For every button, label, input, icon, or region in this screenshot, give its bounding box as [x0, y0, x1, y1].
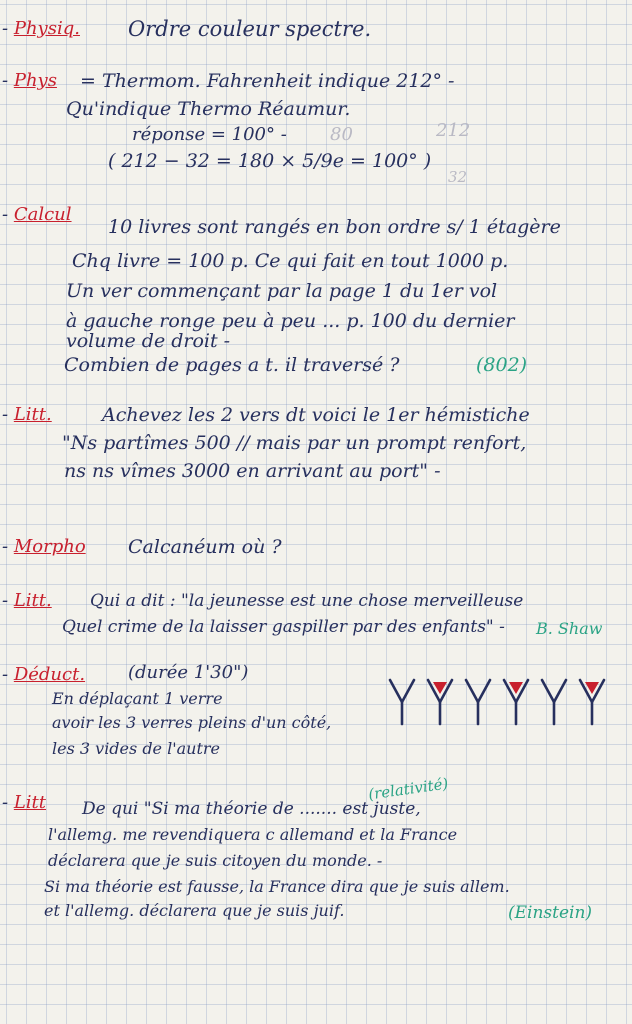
- glass-full: [428, 680, 452, 724]
- category-label: Déduct.: [13, 664, 86, 685]
- note-line: Quel crime de la laisser gaspiller par des enfants" -: [62, 617, 505, 637]
- note-line: (durée 1'30"): [128, 662, 249, 683]
- note-line: = Thermom. Fahrenheit indique 212° -: [80, 70, 455, 92]
- note-line: réponse = 100° -: [132, 124, 287, 145]
- note-line: Si ma théorie est fausse, la France dira que je suis allem.: [44, 877, 510, 896]
- tag-dash: -: [2, 536, 9, 557]
- tag-dash: -: [2, 664, 9, 685]
- category-label: Litt.: [13, 590, 52, 611]
- category-tag: [2, 792, 46, 813]
- note-line: ns ns vîmes 3000 en arrivant au port" -: [64, 460, 441, 482]
- note-line: Qu'indique Thermo Réaumur.: [66, 98, 351, 120]
- tag-dash: -: [2, 18, 9, 39]
- category-tag: [2, 204, 72, 225]
- insertion-note: (relativité): [367, 774, 450, 804]
- category-tag: [2, 70, 57, 91]
- category-tag: [2, 404, 52, 425]
- note-line: Combien de pages a t. il traversé ?: [64, 354, 400, 376]
- note-line: Achevez les 2 vers dt voici le 1er hémistiche: [102, 404, 530, 426]
- note-line: Chq livre = 100 p. Ce qui fait en tout 1000 p.: [72, 250, 509, 272]
- category-tag: [2, 18, 80, 39]
- note-line: "Ns partîmes 500 // mais par un prompt renfort,: [62, 432, 527, 454]
- category-label: Litt: [13, 792, 47, 813]
- category-label: Physiq.: [13, 18, 80, 39]
- note-line: De qui "Si ma théorie de ....... est juste,: [82, 799, 421, 819]
- note-line: l'allemg. me revendiquera c allemand et la France: [48, 825, 458, 844]
- note-line: avoir les 3 verres pleins d'un côté,: [52, 713, 332, 732]
- answer-note: (802): [476, 354, 528, 376]
- category-label: Calcul: [13, 204, 72, 225]
- note-line: 10 livres sont rangés en bon ordre s/ 1 étagère: [108, 216, 561, 238]
- glasses-diagram: [388, 672, 618, 732]
- note-line: Un ver commençant par la page 1 du 1er vol: [66, 280, 498, 302]
- note-line: Ordre couleur spectre.: [128, 17, 372, 41]
- tag-dash: -: [2, 404, 9, 425]
- glass-full: [580, 680, 604, 724]
- note-line: volume de droit -: [66, 330, 231, 352]
- category-label: Litt.: [13, 404, 52, 425]
- margin-note: 212: [436, 120, 471, 141]
- note-line: Calcanéum où ?: [128, 536, 282, 558]
- note-line: déclarera que je suis citoyen du monde. -: [48, 851, 383, 870]
- tag-dash: -: [2, 792, 9, 813]
- category-label: Morpho: [13, 536, 86, 557]
- category-label: Phys: [13, 70, 57, 91]
- tag-dash: -: [2, 204, 9, 225]
- category-tag: [2, 590, 52, 611]
- note-line: ( 212 − 32 = 180 × 5/9e = 100° ): [108, 150, 432, 172]
- margin-note: 80: [330, 124, 353, 145]
- note-line: à gauche ronge peu à peu ... p. 100 du dernier: [66, 310, 515, 332]
- tag-dash: -: [2, 70, 9, 91]
- glass-empty: [542, 680, 566, 724]
- category-tag: [2, 664, 85, 685]
- glass-full: [504, 680, 528, 724]
- glasses-svg: [388, 672, 618, 732]
- note-line: les 3 vides de l'autre: [52, 739, 221, 758]
- glass-empty: [466, 680, 490, 724]
- margin-note: 32: [448, 168, 468, 186]
- glass-empty: [390, 680, 414, 724]
- note-line: En déplaçant 1 verre: [52, 689, 223, 708]
- note-line: et l'allemg. déclarera que je suis juif.: [44, 901, 345, 920]
- tag-dash: -: [2, 590, 9, 611]
- note-line: Qui a dit : "la jeunesse est une chose merveilleuse: [90, 591, 524, 611]
- answer-note: (Einstein): [508, 903, 593, 923]
- answer-note: B. Shaw: [536, 619, 603, 638]
- category-tag: [2, 536, 86, 557]
